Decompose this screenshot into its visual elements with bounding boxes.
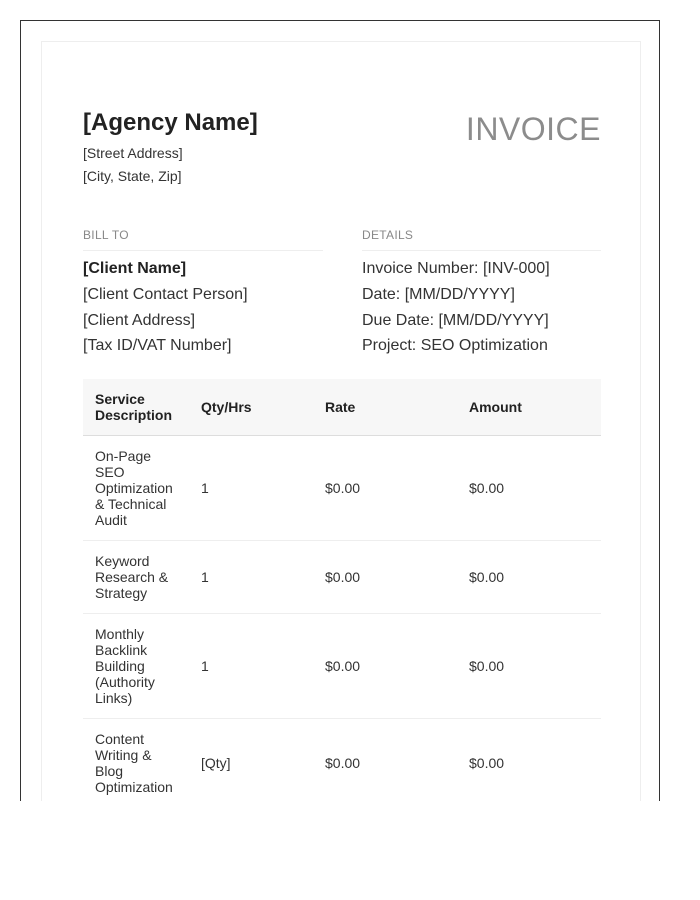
header-amount: Amount	[457, 379, 601, 436]
agency-name: [Agency Name]	[83, 109, 258, 136]
header-qty: Qty/Hrs	[189, 379, 313, 436]
row-amount: $0.00	[457, 541, 601, 614]
header-service-description: Service Description	[83, 379, 189, 436]
row-amount: $0.00	[457, 614, 601, 719]
table-header-row	[83, 379, 601, 436]
invoice-due-date: Due Date: [MM/DD/YYYY]	[362, 312, 549, 329]
document-frame	[20, 20, 660, 801]
project-name: Project: SEO Optimization	[362, 337, 548, 354]
client-tax-id: [Tax ID/VAT Number]	[83, 337, 232, 354]
row-rate: $0.00	[313, 719, 457, 802]
row-qty: 1	[189, 614, 313, 719]
table-row	[83, 614, 601, 719]
row-rate: $0.00	[313, 436, 457, 541]
table-row	[83, 541, 601, 614]
row-description: Keyword Research & Strategy	[83, 541, 189, 614]
row-description: Monthly Backlink Building (Authority Links)	[83, 614, 189, 719]
bill-to-heading: BILL TO	[83, 228, 323, 251]
table-row	[83, 436, 601, 541]
row-amount: $0.00	[457, 436, 601, 541]
invoice-sheet	[41, 41, 641, 801]
services-table	[83, 379, 601, 801]
agency-street: [Street Address]	[83, 145, 183, 161]
row-rate: $0.00	[313, 614, 457, 719]
client-address: [Client Address]	[83, 312, 196, 329]
details-heading: DETAILS	[362, 228, 601, 251]
row-description: Content Writing & Blog Optimization	[83, 719, 189, 802]
client-contact: [Client Contact Person]	[83, 286, 248, 303]
row-qty: 1	[189, 541, 313, 614]
table-row	[83, 719, 601, 802]
row-qty: 1	[189, 436, 313, 541]
row-rate: $0.00	[313, 541, 457, 614]
header-rate: Rate	[313, 379, 457, 436]
client-name: [Client Name]	[83, 260, 187, 277]
row-description: On-Page SEO Optimization & Technical Audit	[83, 436, 189, 541]
row-qty: [Qty]	[189, 719, 313, 802]
row-amount: $0.00	[457, 719, 601, 802]
agency-city: [City, State, Zip]	[83, 168, 182, 184]
invoice-title: INVOICE	[465, 111, 601, 147]
invoice-date: Date: [MM/DD/YYYY]	[362, 286, 515, 303]
invoice-number: Invoice Number: [INV-000]	[362, 260, 550, 277]
